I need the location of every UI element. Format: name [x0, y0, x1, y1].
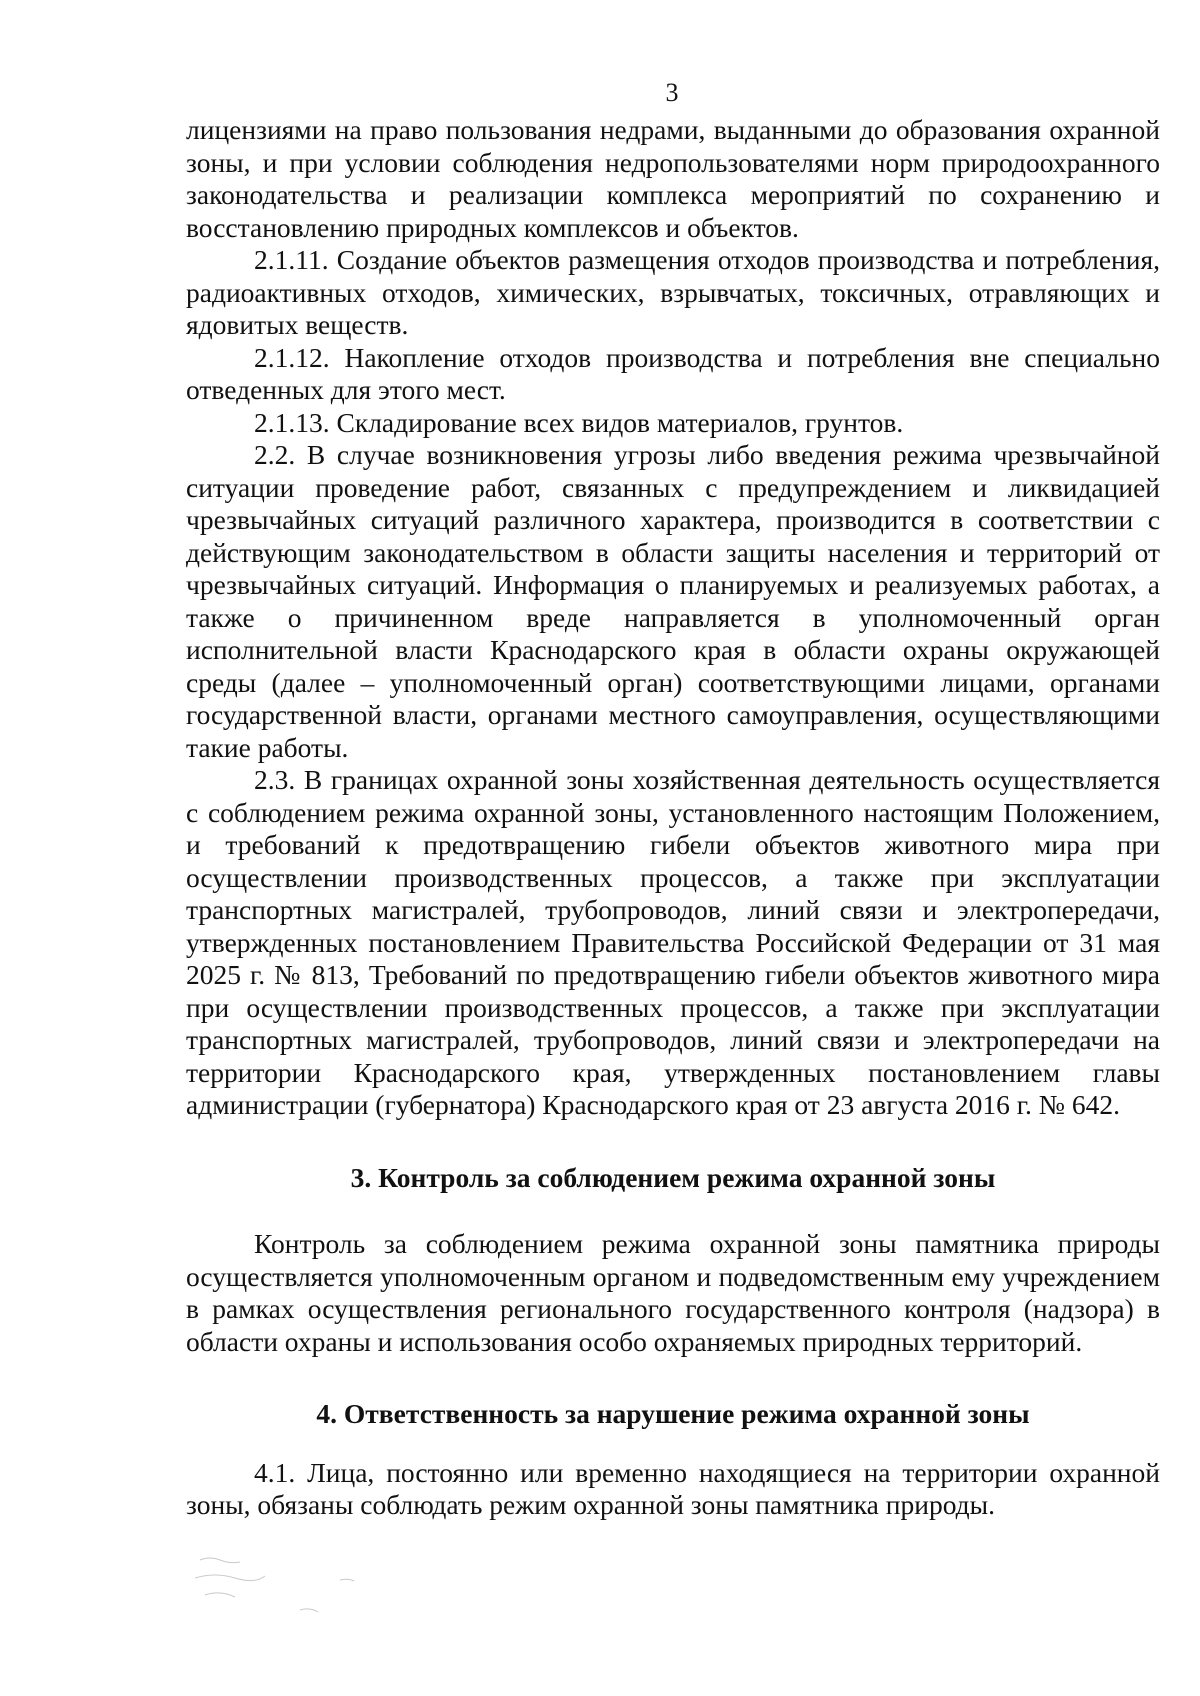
stamp-smudge-graphic: [190, 1550, 430, 1630]
paragraph-2-1-11: 2.1.11. Создание объектов размещения отходов производства и потребления, радиоактивных отходов, химических, взрывчатых, токсичных, отравляющих и ядовитых веществ.: [186, 244, 1160, 340]
paragraph-intro: лицензиями на право пользования недрами, выданными до образования охранной зоны, и при условии соблюдения недропользователями норм природоохранного законодательства и реализации комплекса мероприятий по сохранению и восстановлению природных комплексов и объектов.: [186, 114, 1160, 243]
paragraph-4-1: 4.1. Лица, постоянно или временно находящиеся на территории охранной зоны, обязаны соблюдать режим охранной зоны памятника природы.: [186, 1456, 1160, 1520]
section-heading-4: 4. Ответственность за нарушение режима охранной зоны: [316, 1398, 1030, 1429]
paragraph-2-1-12: 2.1.12. Накопление отходов производства и потребления вне специально отведенных для этого мест.: [186, 341, 1160, 405]
section-heading-3: 3. Контроль за соблюдением режима охранной зоны: [350, 1161, 996, 1193]
document-body: [186, 114, 1160, 1522]
paragraph-3: Контроль за соблюдением режима охранной зоны памятника природы осуществляется уполномоченным органом и подведомственным ему учреждением в рамках осуществления регионального государственного контроля (надзора) в области охраны и использования особо охраняемых природных территорий.: [186, 1228, 1160, 1357]
paragraph-2-1-13: 2.1.13. Складирование всех видов материалов, грунтов.: [254, 406, 904, 438]
paragraph-2-3: 2.3. В границах охранной зоны хозяйственная деятельность осуществляется с соблюдением режима охранной зоны, установленного настоящим Положением, и требований к предотвращению гибели объектов животного мира при осуществлении производственных процессов, а также при эксплуатации транспортных магистралей, трубопроводов, линий связи и электропередачи, утвержденных постановлением Правительства Российской Федерации от 31 мая 2025 г. № 813, Требований по предотвращению гибели объектов животного мира при осуществлении производственных процессов, а также при эксплуатации транспортных магистралей, трубопроводов, линий связи и электропередачи на территории Краснодарского края, утвержденных постановлением главы администрации (губернатора) Краснодарского края от 23 августа 2016 г. № 642.: [186, 764, 1160, 1120]
page-number: 3: [665, 78, 679, 107]
paragraph-2-2: 2.2. В случае возникновения угрозы либо введения режима чрезвычайной ситуации проведение работ, связанных с предупреждением и ликвидацией чрезвычайных ситуаций различного характера, производится в соответствии с действующим законодательством в области защиты населения и территорий от чрезвычайных ситуаций. Информация о планируемых и реализуемых работах, а также о причиненном вреде направляется в уполномоченный орган исполнительной власти Краснодарского края в области охраны окружающей среды (далее – уполномоченный орган) соответствующими лицами, органами государственной власти, органами местного самоуправления, осуществляющими такие работы.: [186, 439, 1160, 763]
